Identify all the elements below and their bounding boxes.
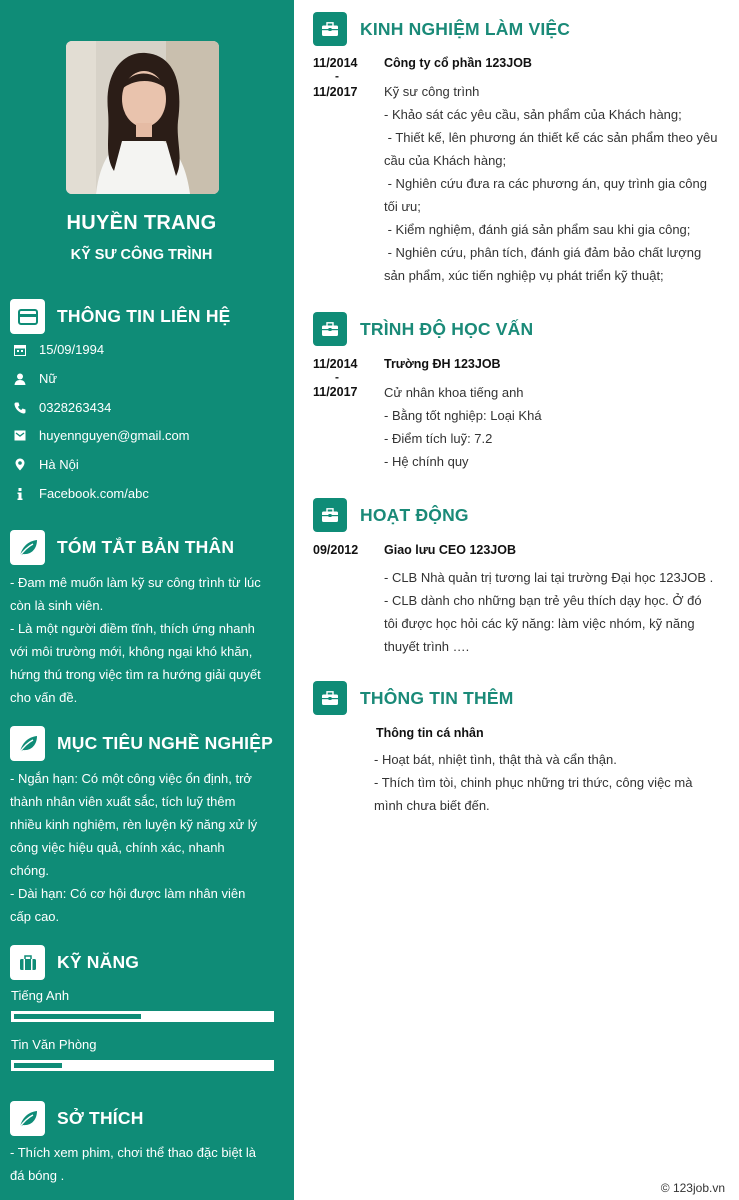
additional-subtitle: Thông tin cá nhân xyxy=(376,726,484,740)
summary-line: - Là một người điềm tĩnh, thích ứng nhanh xyxy=(10,621,255,636)
candidate-role: KỸ SƯ CÔNG TRÌNH xyxy=(70,247,213,263)
experience-line: sản phẩm, xúc tiến nghiệp vụ phát triển kỹ thuật; xyxy=(384,268,664,283)
address-value: Hà Nội xyxy=(39,457,79,472)
education-line: - Bằng tốt nghiệp: Loại Khá xyxy=(384,408,542,423)
summary-line: còn là sinh viên. xyxy=(10,598,104,613)
summary-title: TÓM TẮT BẢN THÂN xyxy=(57,537,235,557)
experience-section-header xyxy=(313,12,570,46)
contact-section-header xyxy=(10,299,231,334)
profile-photo xyxy=(66,41,219,194)
education-line: - Hệ chính quy xyxy=(384,454,469,469)
gender-value: Nữ xyxy=(39,371,58,386)
additional-line: - Thích tìm tòi, chinh phục những tri thức, công việc mà xyxy=(374,775,693,790)
additional-title: THÔNG TIN THÊM xyxy=(360,687,514,708)
objective-line: thành nhân viên xuất sắc, tích luỹ thêm xyxy=(10,794,236,809)
education-end-date: 11/2017 xyxy=(313,385,358,399)
activities-section-header xyxy=(313,498,469,532)
experience-end-date: 11/2017 xyxy=(313,85,358,99)
phone-value: 0328263434 xyxy=(39,400,112,415)
education-title: TRÌNH ĐỘ HỌC VẤN xyxy=(360,318,534,339)
candidate-name: HUYỀN TRANG xyxy=(66,212,217,234)
experience-start-date: 11/2014 xyxy=(313,56,358,70)
skill-bar-fill xyxy=(12,1012,143,1021)
email-value[interactable]: huyennguyen@gmail.com xyxy=(39,428,190,443)
experience-line: - Nghiên cứu, phân tích, đánh giá đảm bảo chất lượng xyxy=(384,245,702,260)
summary-line: - Đam mê muốn làm kỹ sư công trình từ lúc xyxy=(10,575,261,590)
activity-line: - CLB dành cho những bạn trẻ yêu thích dạy học. Ở đó xyxy=(384,593,702,608)
education-line: Cử nhân khoa tiếng anh xyxy=(384,385,524,400)
education-school: Trường ĐH 123JOB xyxy=(384,357,501,371)
hobbies-line: - Thích xem phim, chơi thể thao đặc biệt là xyxy=(10,1145,257,1160)
summary-line: hứng thú trong việc tìm ra hướng giải quyết xyxy=(10,667,261,682)
user-icon xyxy=(13,372,27,386)
additional-line: mình chưa biết đến. xyxy=(374,798,490,813)
skill-name: Tin Văn Phòng xyxy=(11,1037,97,1052)
objective-line: - Dài hạn: Có cơ hội được làm nhân viên xyxy=(10,886,246,901)
date-separator: - xyxy=(335,370,339,384)
contact-facebook[interactable] xyxy=(13,486,149,501)
avatar xyxy=(66,41,219,194)
objective-line: nhiều kinh nghiệm, rèn luyện kỹ năng xử lý xyxy=(10,817,258,832)
leaf-icon xyxy=(10,530,45,565)
additional-line: - Hoạt bát, nhiệt tình, thật thà và cẩn thận. xyxy=(374,752,617,767)
phone-icon xyxy=(13,401,27,415)
skills-title: KỸ NĂNG xyxy=(57,952,140,972)
card-icon xyxy=(10,299,45,334)
date-separator: - xyxy=(335,69,339,83)
summary-text xyxy=(10,571,280,709)
contact-gender xyxy=(13,371,57,386)
facebook-value[interactable]: Facebook.com/abc xyxy=(39,486,149,501)
contact-email[interactable] xyxy=(13,428,190,443)
experience-line: cầu của Khách hàng; xyxy=(384,153,507,168)
activity-line: thuyết trình …. xyxy=(384,639,470,654)
additional-details xyxy=(374,748,734,817)
email-icon xyxy=(13,429,27,443)
sidebar xyxy=(0,0,294,1200)
experience-line: - Khảo sát các yêu cầu, sản phẩm của Khách hàng; xyxy=(384,107,682,122)
briefcase-icon xyxy=(313,312,347,346)
experience-line: - Thiết kế, lên phương án thiết kế các sản phẩm theo yêu xyxy=(384,130,718,145)
activities-title: HOẠT ĐỘNG xyxy=(360,504,469,525)
briefcase-icon xyxy=(313,498,347,532)
summary-section-header xyxy=(10,530,234,565)
objective-line: - Ngắn hạn: Có một công việc ổn định, trở xyxy=(10,771,252,786)
experience-line: tối ưu; xyxy=(384,199,421,214)
summary-line: cho vấn đề. xyxy=(10,690,78,705)
summary-line: với môi trường mới, không ngại khó khăn, xyxy=(10,644,253,659)
skill-bar-fill xyxy=(12,1061,64,1070)
contact-title: THÔNG TIN LIÊN HỆ xyxy=(57,306,231,326)
education-start-date: 11/2014 xyxy=(313,357,358,371)
experience-company: Công ty cổ phần 123JOB xyxy=(384,56,532,70)
experience-details xyxy=(384,103,734,287)
education-section-header xyxy=(313,312,533,346)
contact-birthday xyxy=(13,342,104,357)
contact-address xyxy=(13,457,79,472)
objective-title: MỤC TIÊU NGHỀ NGHIỆP xyxy=(57,733,273,753)
skill-bar xyxy=(11,1060,274,1071)
leaf-icon xyxy=(10,726,45,761)
contact-phone xyxy=(13,400,111,415)
experience-line: - Kiểm nghiệm, đánh giá sản phẩm sau khi gia công; xyxy=(384,222,691,237)
education-details xyxy=(384,381,734,473)
birthday-value: 15/09/1994 xyxy=(39,342,105,357)
leaf-icon xyxy=(10,1101,45,1136)
calendar-icon xyxy=(13,343,27,357)
briefcase-icon xyxy=(313,12,347,46)
objective-line: cấp cao. xyxy=(10,909,60,924)
objective-text xyxy=(10,767,280,928)
footer-credit: © 123job.vn xyxy=(660,1181,725,1195)
location-icon xyxy=(13,458,27,472)
objective-line: chóng. xyxy=(10,863,50,878)
experience-line: - Nghiên cứu đưa ra các phương án, quy trình gia công xyxy=(384,176,707,191)
experience-title: KINH NGHIỆM LÀM VIỆC xyxy=(360,18,571,39)
skill-bar xyxy=(11,1011,274,1022)
objective-line: công việc hiệu quả, chính xác, nhanh xyxy=(10,840,225,855)
info-icon xyxy=(13,487,27,501)
objective-section-header xyxy=(10,726,273,761)
briefcase-icon xyxy=(313,681,347,715)
activity-date: 09/2012 xyxy=(313,543,359,557)
skills-section-header xyxy=(10,945,139,980)
skill-name: Tiếng Anh xyxy=(11,988,70,1003)
hobbies-section-header xyxy=(10,1101,144,1136)
briefcase-icon xyxy=(10,945,45,980)
hobbies-text xyxy=(10,1141,280,1187)
experience-position: Kỹ sư công trình xyxy=(384,84,480,99)
additional-section-header xyxy=(313,681,513,715)
hobbies-title: SỞ THÍCH xyxy=(57,1108,144,1128)
activity-details xyxy=(384,566,736,658)
activity-name: Giao lưu CEO 123JOB xyxy=(384,543,517,557)
activity-line: tôi được học hỏi các kỹ năng: làm việc nhóm, kỹ năng xyxy=(384,616,695,631)
hobbies-line: đá bóng . xyxy=(10,1168,65,1183)
education-line: - Điểm tích luỹ: 7.2 xyxy=(384,431,493,446)
activity-line: - CLB Nhà quản trị tương lai tại trường Đại học 123JOB . xyxy=(384,570,714,585)
